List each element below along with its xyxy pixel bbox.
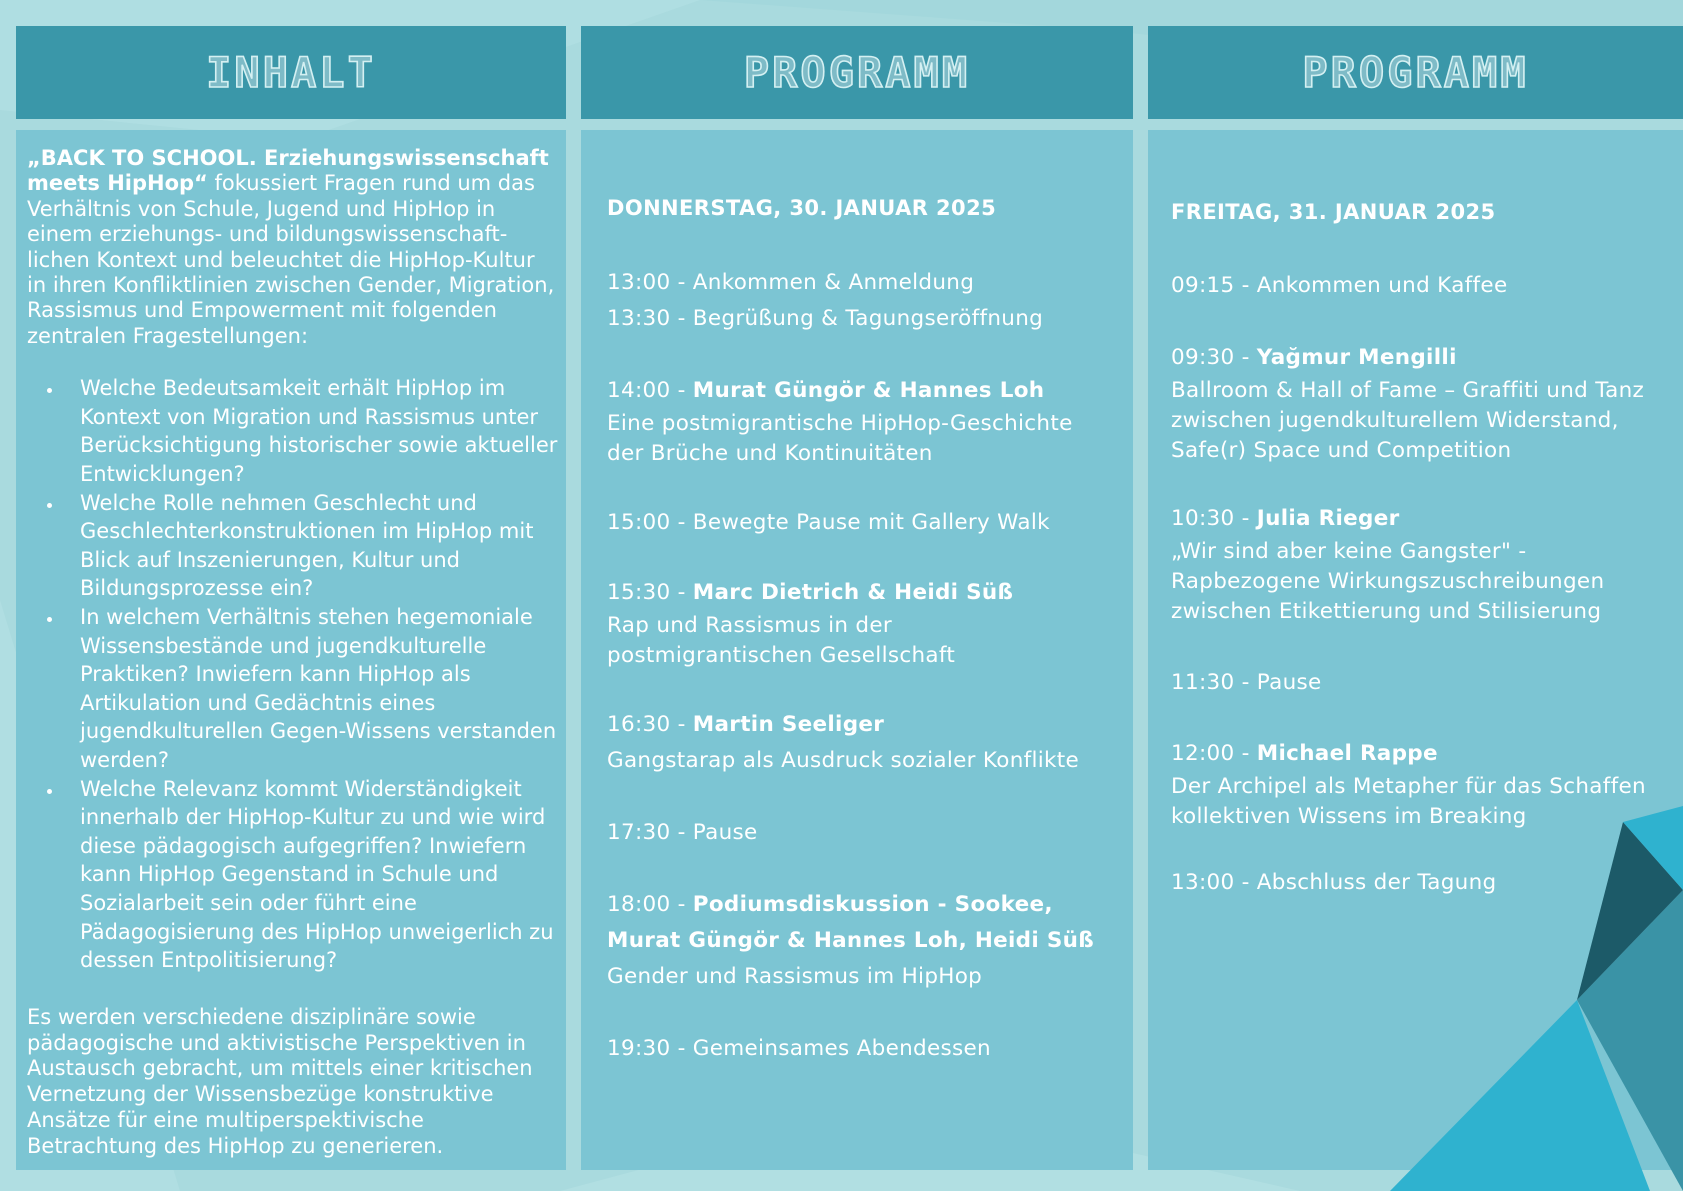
speaker-name: Martin Seeliger (692, 712, 885, 737)
question-item: • In welchem Verhältnis stehen hegemoniale Wissensbestände und jugendkulturelle Praktiken? Inwiefern kann HipHop als Artikulation und Gedächtnis eines jugendkulturellen Gegen-Wissens verstanden werden? (64, 603, 566, 775)
speaker-name-continued: Murat Güngör & Hannes Loh, Heidi Süß (607, 928, 1094, 953)
talk-title: Der Archipel als Metapher für das Schaffen kollektiven Wissens im Breaking (1171, 774, 1646, 829)
schedule-item: 10:30 - Julia Rieger (1171, 506, 1400, 531)
schedule-item: 13:30 - Begrüßung & Tagungseröffnung (607, 306, 1044, 331)
schedule-item: 15:30 - Marc Dietrich & Heidi Süß (607, 580, 1014, 605)
day-title: DONNERSTAG, 30. JANUAR 2025 (607, 196, 997, 220)
header-programm-1: PROGRAMM (581, 26, 1133, 119)
schedule-item: 13:00 - Ankommen & Anmeldung (607, 270, 975, 295)
schedule-item: 11:30 - Pause (1171, 670, 1322, 695)
talk-title: Rap und Rassismus in der postmigrantischen Gesellschaft (607, 613, 956, 668)
speaker-name: Marc Dietrich & Heidi Süß (692, 580, 1014, 605)
schedule-item: 13:00 - Abschluss der Tagung (1171, 870, 1497, 895)
schedule-item: 09:30 - Yağmur Mengilli (1171, 345, 1457, 370)
talk-title: Gangstarap als Ausdruck sozialer Konflikte (607, 748, 1080, 773)
schedule-item: 14:00 - Murat Güngör & Hannes Loh (607, 378, 1045, 403)
talk-title: Eine postmigrantische HipHop-Geschichte der Brüche und Kontinuitäten (607, 411, 1073, 466)
outro-paragraph: Es werden verschiedene disziplinäre sowie pädagogische und aktivistische Perspektiven in Austausch gebracht, um mittels einer kritischen Vernetzung der Wissensbezüge konstruktive Ansätze für eine multiperspektivische Betrachtung des HipHop zu generieren. (27, 1004, 533, 1158)
talk-title: „Wir sind aber keine Gangster" - Rapbezogene Wirkungszuschreibungen zwischen Etikettierung und Stilisierung (1171, 539, 1605, 624)
talk-title: Gender und Rassismus im HipHop (607, 964, 983, 989)
schedule-item: 09:15 - Ankommen und Kaffee (1171, 273, 1508, 298)
schedule-item: 19:30 - Gemeinsames Abendessen (607, 1036, 991, 1061)
schedule-item: 16:30 - Martin Seeliger (607, 712, 885, 737)
day-title: FREITAG, 31. JANUAR 2025 (1171, 200, 1496, 224)
intro-title: „BACK TO SCHOOL. Erziehungswissenschaft meets HipHop“ (27, 146, 549, 196)
question-item: • Welche Bedeutsamkeit erhält HipHop im Kontext von Migration und Rassismus unter Berücksichtigung historischer sowie aktueller Entwicklungen? (64, 374, 566, 488)
schedule-item: 18:00 - Podiumsdiskussion - Sookee, (607, 892, 1053, 917)
schedule-item: 15:00 - Bewegte Pause mit Gallery Walk (607, 510, 1050, 535)
question-item: • Welche Relevanz kommt Widerständigkeit innerhalb der HipHop-Kultur zu und wie wird diese pädagogisch aufgegriffen? Inwiefern kann HipHop Gegenstand in Schule und Sozialarbeit sein oder führt eine Pädagogisierung des HipHop unweigerlich zu dessen Entpolitisierung? (64, 775, 566, 975)
header-inhalt: INHALT (16, 26, 566, 119)
speaker-name: Murat Güngör & Hannes Loh (692, 378, 1045, 403)
speaker-name: Michael Rappe (1256, 741, 1438, 766)
schedule-item: 17:30 - Pause (607, 820, 758, 845)
question-item: • Welche Rolle nehmen Geschlecht und Geschlechterkonstruktionen im HipHop mit Blick auf Inszenierungen, Kultur und Bildungsprozesse ein? (64, 489, 566, 603)
intro-text: fokussiert Fragen rund um das Verhältnis von Schule, Jugend und HipHop in einem erziehungs- und bildungswissenschaft-lichen Kontext und beleuchtet die HipHop-Kultur in ihren Konfliktlinien zwischen Gender, Migration, Rassismus und Empowerment mit folgenden zentralen Fragestellungen: (27, 171, 555, 348)
talk-title: Ballroom & Hall of Fame – Graffiti und Tanz zwischen jugendkulturellem Widerstand, Safe(r) Space und Competition (1171, 378, 1645, 463)
schedule-item: 12:00 - Michael Rappe (1171, 741, 1438, 766)
header-programm-2: PROGRAMM (1148, 26, 1683, 119)
speaker-name: Yağmur Mengilli (1256, 345, 1457, 370)
speaker-name: Podiumsdiskussion - Sookee, (692, 892, 1053, 917)
speaker-name: Julia Rieger (1256, 506, 1400, 531)
